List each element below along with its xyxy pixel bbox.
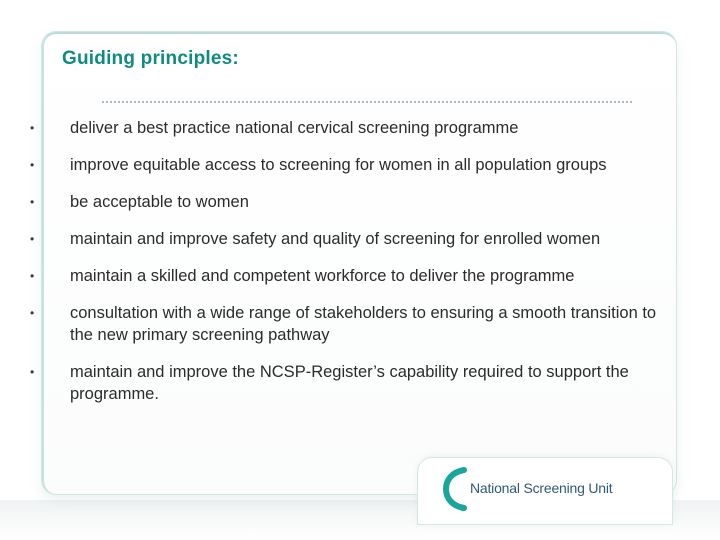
list-item: [30, 361, 670, 405]
bullet-dot: •: [30, 158, 35, 172]
bullet-dot: •: [30, 232, 35, 246]
logo-card: [418, 458, 672, 524]
list-item: [30, 265, 670, 287]
bullet-dot: •: [30, 365, 35, 379]
list-item-text: consultation with a wide range of stakeholders to ensuring a smooth transition to the new primary screening pathway: [70, 304, 657, 344]
list-item: [30, 191, 670, 213]
list-item-text: maintain a skilled and competent workforce to deliver the programme: [70, 267, 575, 285]
logo-text: National Screening Unit: [470, 480, 613, 496]
title-dotted-divider: [102, 101, 632, 103]
bullet-dot: •: [30, 121, 35, 135]
list-item-text: be acceptable to women: [70, 193, 249, 211]
list-item-text: improve equitable access to screening for women in all population groups: [70, 156, 607, 174]
nsu-c-logo-icon: [442, 466, 468, 512]
bullet-dot: •: [30, 195, 35, 209]
list-item-text: maintain and improve the NCSP-Register’s capability required to support the programme.: [70, 363, 629, 403]
bullet-dot: •: [30, 306, 35, 320]
list-item-text: maintain and improve safety and quality of screening for enrolled women: [70, 230, 601, 248]
bullet-dot: •: [30, 269, 35, 283]
principles-list: [30, 117, 670, 420]
list-item-text: deliver a best practice national cervical screening programme: [70, 119, 519, 137]
slide-title: Guiding principles:: [62, 48, 239, 69]
list-item: [30, 117, 670, 139]
list-item: [30, 154, 670, 176]
list-item: [30, 228, 670, 250]
list-item: [30, 302, 670, 346]
